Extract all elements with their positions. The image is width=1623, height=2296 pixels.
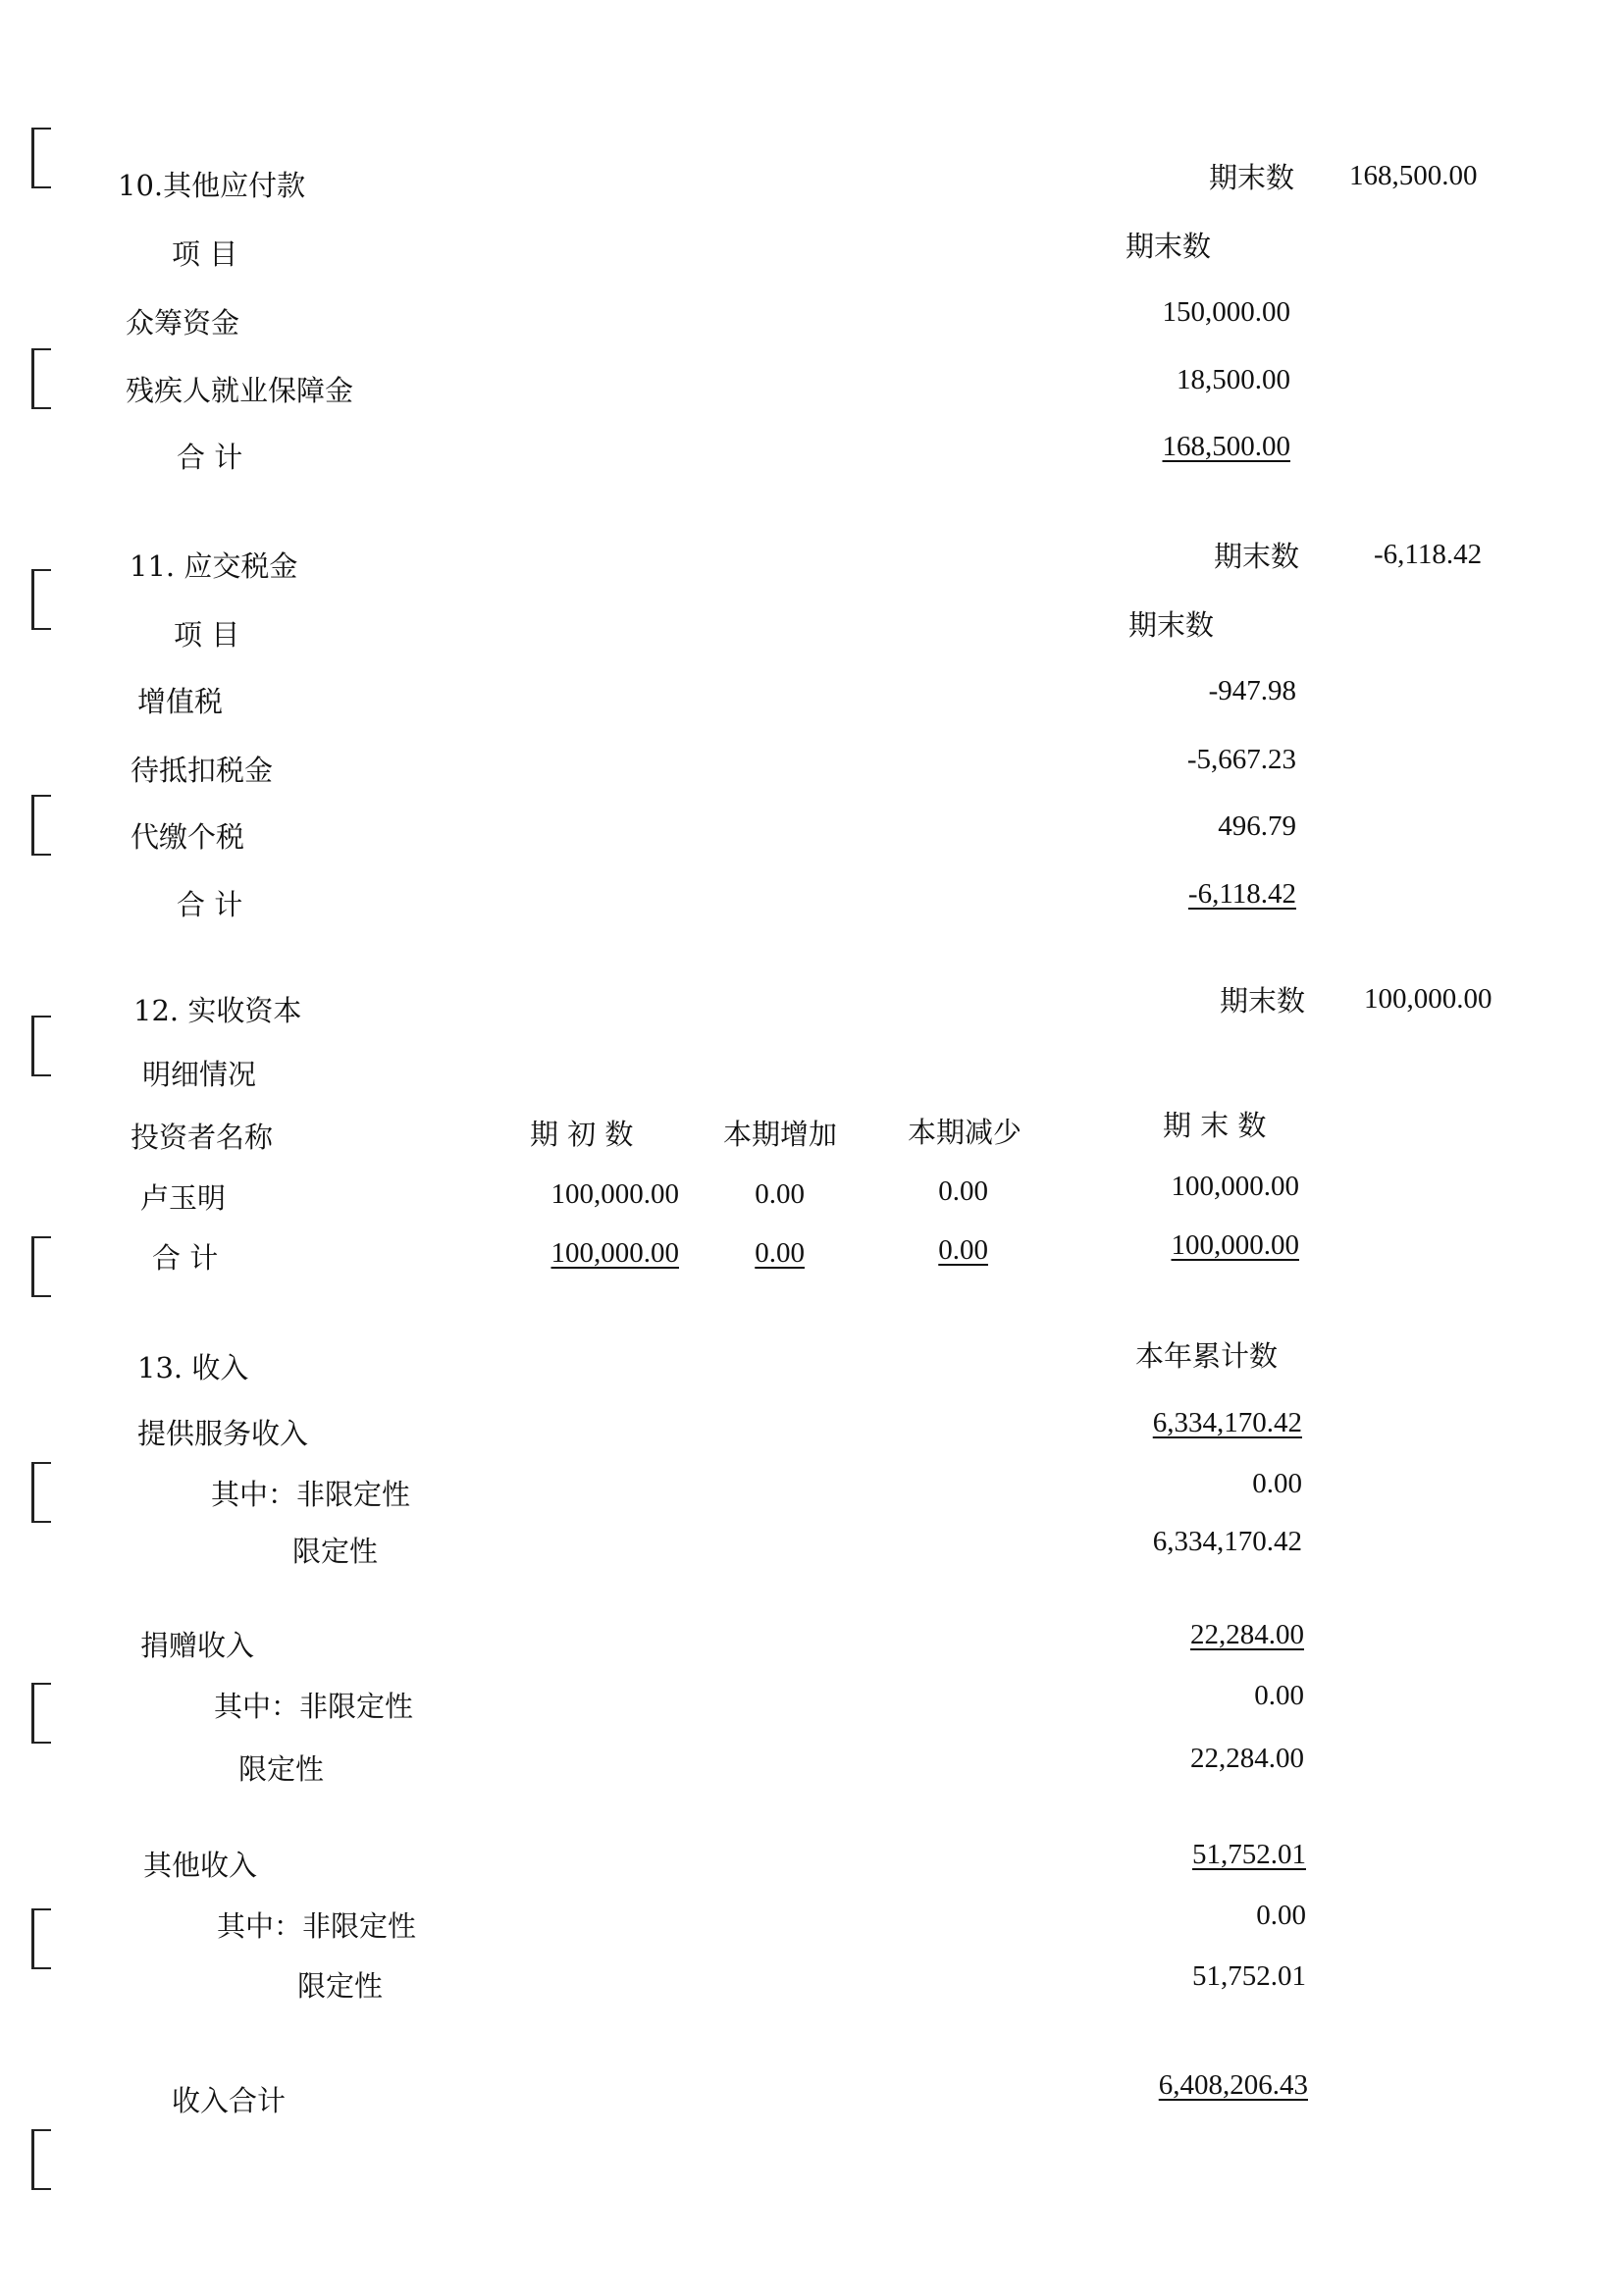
row-label: 增值税 <box>137 685 224 718</box>
begin-value: 100,000.00 <box>550 1178 679 1210</box>
end-label: 期末数 <box>1209 161 1295 194</box>
total-label: 合 计 <box>177 888 243 921</box>
restricted-label: 限定性 <box>297 1969 384 2003</box>
end-label: 期末数 <box>1214 540 1300 573</box>
binder-mark <box>31 569 51 630</box>
end-value: 168,500.00 <box>1349 160 1478 191</box>
row-value: -947.98 <box>1208 675 1296 706</box>
section-title: 11. 应交税金 <box>130 549 298 583</box>
col-end-header: 期末数 <box>1126 230 1212 263</box>
unrestricted-label: 其中：非限定性 <box>217 1909 417 1943</box>
end-value: 100,000.00 <box>1171 1171 1299 1202</box>
col-header-end: 期 末 数 <box>1163 1109 1267 1142</box>
col-item-header: 项 目 <box>172 237 238 271</box>
total-label: 合 计 <box>152 1241 219 1275</box>
increase-value: 0.00 <box>755 1178 805 1210</box>
binder-mark <box>31 128 51 188</box>
row-value: -5,667.23 <box>1186 744 1296 775</box>
row-label: 待抵扣税金 <box>131 754 274 787</box>
total-begin: 100,000.00 <box>550 1237 679 1269</box>
unrestricted-value: 0.00 <box>1252 1468 1302 1499</box>
binder-mark <box>31 1683 51 1744</box>
end-label: 期末数 <box>1220 984 1306 1018</box>
total-value: 168,500.00 <box>1162 431 1290 462</box>
unrestricted-label: 其中：非限定性 <box>214 1690 414 1723</box>
total-decrease: 0.00 <box>938 1234 988 1266</box>
row-value: 18,500.00 <box>1177 364 1290 395</box>
section-title: 12. 实收资本 <box>133 994 302 1027</box>
end-value: 100,000.00 <box>1364 983 1492 1015</box>
restricted-value: 6,334,170.42 <box>1152 1526 1302 1557</box>
total-increase: 0.00 <box>755 1237 805 1269</box>
revenue-total-label: 收入合计 <box>172 2084 287 2117</box>
binder-mark <box>31 1236 51 1297</box>
end-value: -6,118.42 <box>1374 539 1483 570</box>
donation-revenue-label: 捐赠收入 <box>140 1629 255 1662</box>
restricted-label: 限定性 <box>292 1535 379 1568</box>
row-value: 496.79 <box>1218 810 1296 842</box>
section-title: 10.其他应付款 <box>118 169 306 202</box>
col-label: 本年累计数 <box>1135 1339 1279 1373</box>
restricted-value: 51,752.01 <box>1192 1960 1306 1992</box>
total-label: 合 计 <box>177 441 243 474</box>
unrestricted-value: 0.00 <box>1256 1900 1306 1931</box>
revenue-total-value: 6,408,206.43 <box>1158 2069 1308 2101</box>
col-item-header: 项 目 <box>174 618 240 652</box>
binder-mark <box>31 1016 51 1076</box>
row-value: 150,000.00 <box>1162 296 1290 328</box>
row-label: 众筹资金 <box>126 306 240 339</box>
unrestricted-label: 其中：非限定性 <box>211 1478 411 1511</box>
col-header-investor: 投资者名称 <box>131 1121 274 1154</box>
investor-name: 卢玉明 <box>140 1181 227 1215</box>
total-end: 100,000.00 <box>1171 1229 1299 1261</box>
col-header-increase: 本期增加 <box>723 1118 838 1151</box>
binder-mark <box>31 1462 51 1523</box>
restricted-value: 22,284.00 <box>1190 1743 1304 1774</box>
other-revenue-value: 51,752.01 <box>1192 1839 1306 1870</box>
decrease-value: 0.00 <box>938 1175 988 1207</box>
service-revenue-value: 6,334,170.42 <box>1152 1407 1302 1438</box>
unrestricted-value: 0.00 <box>1254 1680 1304 1711</box>
row-label: 代缴个税 <box>131 820 245 854</box>
detail-label: 明细情况 <box>142 1058 257 1091</box>
col-header-decrease: 本期减少 <box>908 1116 1022 1149</box>
binder-mark <box>31 348 51 409</box>
service-revenue-label: 提供服务收入 <box>137 1417 309 1450</box>
binder-mark <box>31 1908 51 1969</box>
col-header-begin: 期 初 数 <box>530 1118 634 1151</box>
section-title: 13. 收入 <box>137 1351 249 1384</box>
total-value: -6,118.42 <box>1187 878 1296 910</box>
row-label: 残疾人就业保障金 <box>126 374 354 407</box>
col-end-header: 期末数 <box>1128 608 1215 642</box>
binder-mark <box>31 795 51 856</box>
other-revenue-label: 其他收入 <box>143 1849 258 1882</box>
donation-revenue-value: 22,284.00 <box>1190 1619 1304 1650</box>
binder-mark <box>31 2129 51 2190</box>
restricted-label: 限定性 <box>238 1752 325 1786</box>
